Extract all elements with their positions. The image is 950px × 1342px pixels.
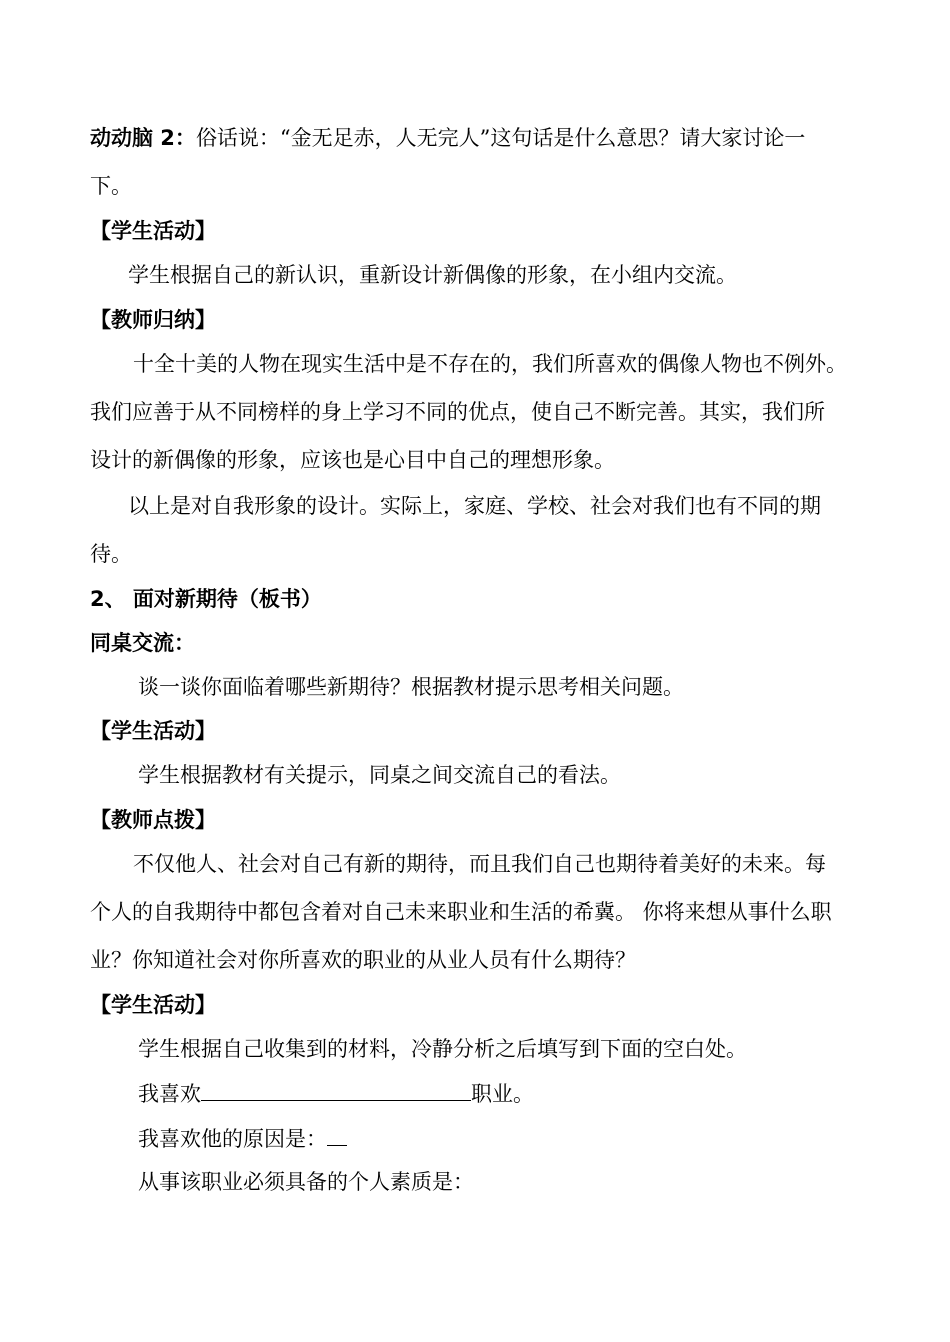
teacher-guidance-line-2: 个人的自我期待中都包含着对自己未来职业和生活的希冀。 你将来想从事什么职	[90, 900, 832, 924]
desk-exchange-text: 谈一谈你面临着哪些新期待？根据教材提示思考相关问题。	[138, 675, 684, 699]
summary-line-1: 以上是对自我形象的设计。实际上，家庭、学校、社会对我们也有不同的期	[128, 494, 821, 518]
teacher-summary-line-3: 设计的新偶像的形象，应该也是心目中自己的理想形象。	[90, 448, 615, 472]
fill-line-quality	[138, 1167, 474, 1197]
heading-teacher-summary: 【教师归纳】	[90, 308, 216, 332]
summary-line-2: 待。	[90, 542, 132, 566]
think-prompt-continued: 下。	[90, 174, 132, 198]
fill-reason-label: 我喜欢他的原因是：	[138, 1127, 327, 1151]
heading-student-activity-1: 【学生活动】	[90, 219, 216, 243]
section-heading-2: 2、 面对新期待（板书）	[90, 587, 322, 611]
heading-teacher-guidance: 【教师点拨】	[90, 808, 216, 832]
think-prompt	[90, 123, 805, 153]
student-activity-2-text: 学生根据教材有关提示，同桌之间交流自己的看法。	[138, 763, 621, 787]
teacher-guidance-line-3: 业？你知道社会对你所喜欢的职业的从业人员有什么期待？	[90, 948, 636, 972]
fill-like-suffix: 职业。	[471, 1082, 534, 1106]
heading-student-activity-3: 【学生活动】	[90, 993, 216, 1017]
heading-student-activity-2: 【学生活动】	[90, 719, 216, 743]
student-activity-3-text: 学生根据自己收集到的材料，冷静分析之后填写到下面的空白处。	[138, 1037, 747, 1061]
teacher-summary-line-2: 我们应善于从不同榜样的身上学习不同的优点，使自己不断完善。其实，我们所	[90, 400, 825, 424]
fill-line-like	[138, 1078, 534, 1108]
fill-line-reason	[138, 1123, 347, 1153]
think-prompt-text: 俗话说：“金无足赤，人无完人”这句话是什么意思？请大家讨论一	[195, 126, 806, 150]
fill-quality-label: 从事该职业必须具备的个人素质是：	[138, 1170, 474, 1194]
student-activity-1-text: 学生根据自己的新认识，重新设计新偶像的形象，在小组内交流。	[128, 263, 737, 287]
teacher-guidance-line-1: 不仅他人、社会对自己有新的期待，而且我们自己也期待着美好的未来。每	[133, 852, 826, 876]
heading-desk-exchange: 同桌交流：	[90, 631, 195, 655]
fill-blank-reason[interactable]	[327, 1123, 347, 1146]
fill-like-prefix: 我喜欢	[138, 1082, 201, 1106]
fill-blank-occupation[interactable]	[201, 1078, 471, 1101]
think-prompt-label: 动动脑 2：	[90, 126, 196, 150]
teacher-summary-line-1: 十全十美的人物在现实生活中是不存在的，我们所喜欢的偶像人物也不例外。	[133, 352, 847, 376]
